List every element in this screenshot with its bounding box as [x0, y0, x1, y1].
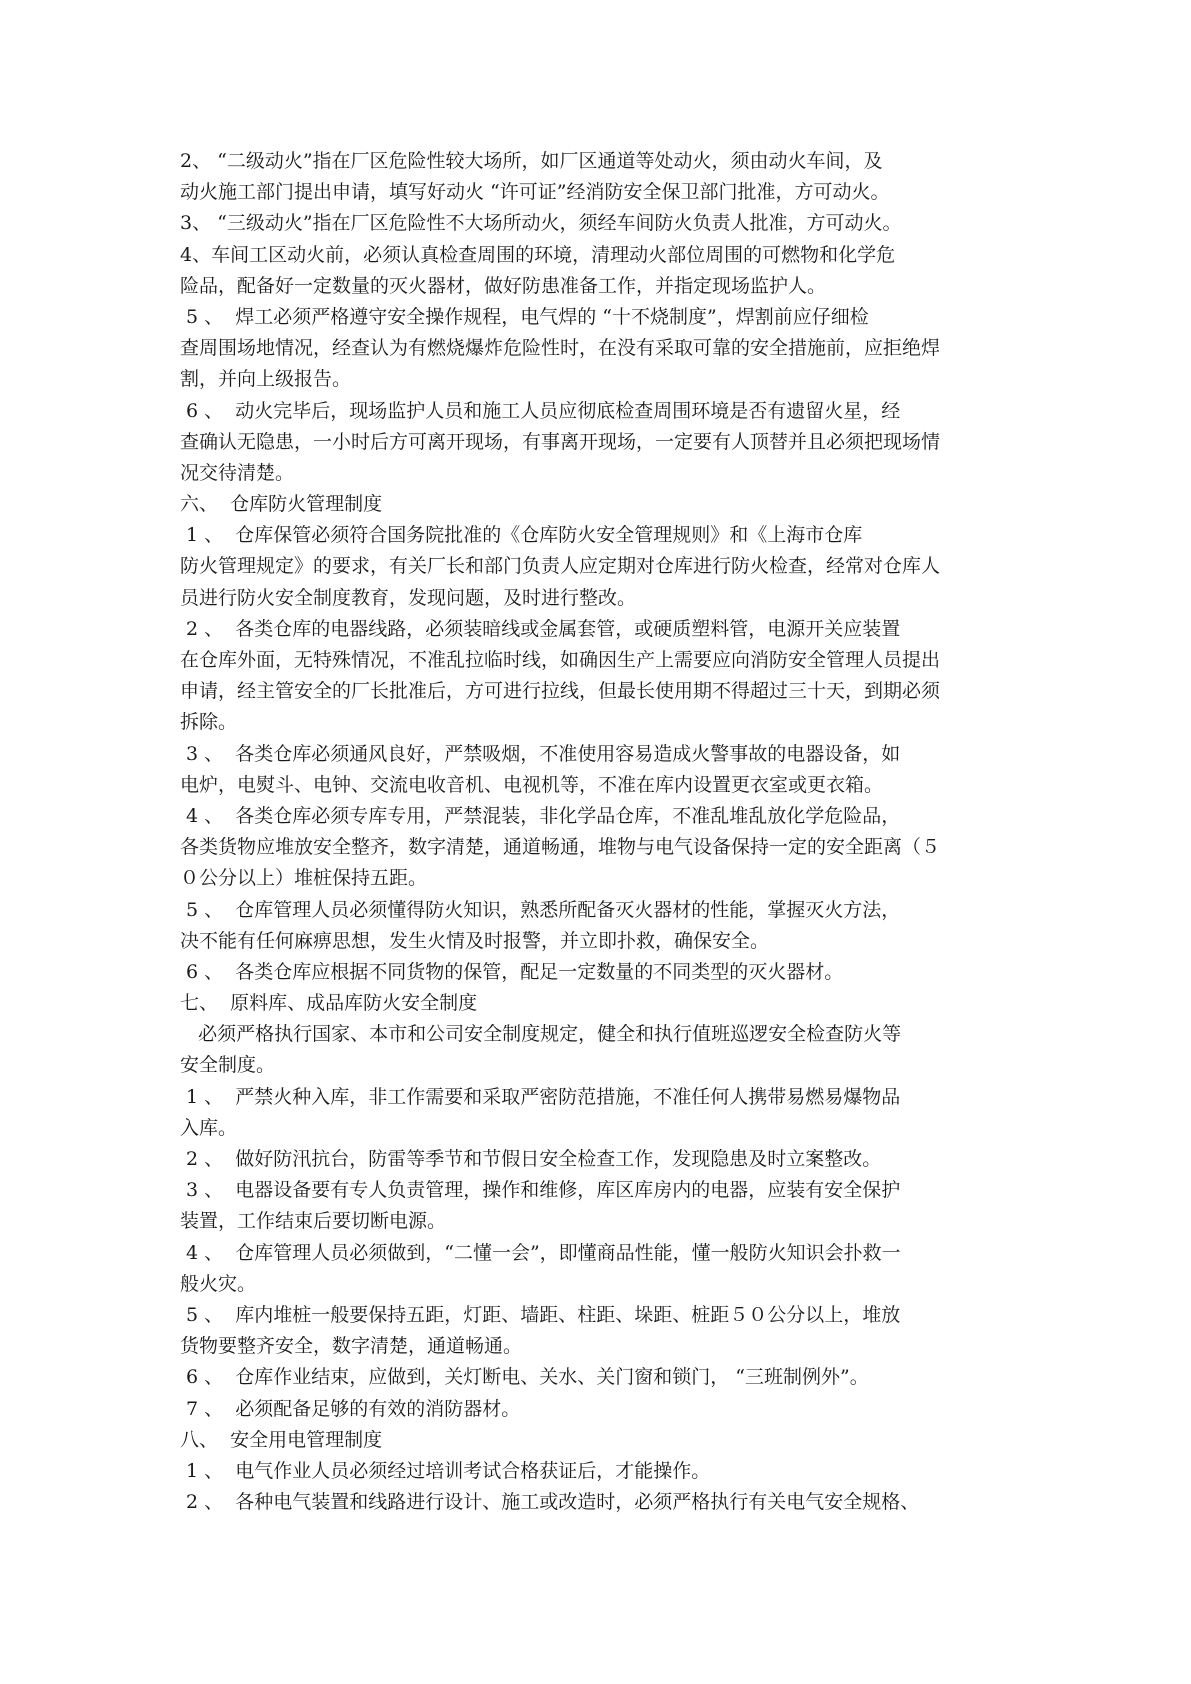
- text-line: 在仓库外面，无特殊情况，不准乱拉临时线，如确因生产上需要应向消防安全管理人员提出: [180, 649, 941, 671]
- text-line: 3 、 电器设备要有专人负责管理，操作和维修，库区库房内的电器，应装有安全保护: [180, 1179, 901, 1202]
- text-line: 3 、 各类仓库必须通风良好，严禁吸烟，不准使用容易造成火警事故的电器设备，如: [180, 742, 901, 765]
- text-line: 拆除。: [180, 711, 238, 734]
- text-line: 安全制度。: [180, 1054, 276, 1077]
- text-line: 防火管理规定》的要求，有关厂长和部门负责人应定期对仓库进行防火检查，经常对仓库人: [180, 555, 941, 578]
- text-line: 动火施工部门提出申请，填写好动火 “许可证”经消防安全保卫部门批准，方可动火。: [180, 181, 890, 204]
- text-line: 2 、 做好防汛抗台，防雷等季节和节假日安全检查工作，发现隐患及时立案整改。: [180, 1148, 882, 1170]
- text-line: ０公分以上）堆桩保持五距。: [180, 867, 428, 890]
- text-line: 员进行防火安全制度教育，发现问题，及时进行整改。: [180, 586, 637, 609]
- text-line: 装置，工作结束后要切断电源。: [180, 1210, 447, 1233]
- text-line: 查确认无隐患，一小时后方可离开现场，有事离开现场，一定要有人顶替并且必须把现场情: [180, 430, 941, 453]
- text-line: 货物要整齐安全，数字清楚，通道畅通。: [180, 1335, 523, 1358]
- text-line: 各类货物应堆放安全整齐，数字清楚，通道畅通，堆物与电气设备保持一定的安全距离（５: [180, 836, 941, 859]
- text-line: 割，并向上级报告。: [180, 368, 352, 391]
- text-line: 必须严格执行国家、本市和公司安全制度规定，健全和执行值班巡逻安全检查防火等: [180, 1023, 902, 1046]
- document-body: [180, 146, 1020, 1518]
- text-line: 5 、 焊工必须严格遵守安全操作规程，电气焊的 “十不烧制度”，焊割前应仔细检: [180, 305, 869, 328]
- text-line: 6 、 各类仓库应根据不同货物的保管，配足一定数量的不同类型的灭火器材。: [180, 960, 844, 983]
- text-line: 1 、 仓库保管必须符合国务院批准的《仓库防火安全管理规则》和《上海市仓库: [180, 524, 863, 547]
- text-line: 4 、 各类仓库必须专库专用，严禁混装，非化学品仓库，不准乱堆乱放化学危险品，: [180, 804, 901, 827]
- text-line: 2 、 各种电气装置和线路进行设计、施工或改造时，必须严格执行有关电气安全规格、: [180, 1491, 920, 1514]
- text-line: 1 、 严禁火种入库，非工作需要和采取严密防范措施，不准任何人携带易燃易爆物品: [180, 1085, 901, 1108]
- text-line: 查周围场地情况，经查认为有燃烧爆炸危险性时，在没有采取可靠的安全措施前，应拒绝焊: [180, 337, 941, 360]
- text-line: 5 、 库内堆桩一般要保持五距，灯距、墙距、柱距、垛距、桩距５０公分以上，堆放: [180, 1303, 901, 1326]
- text-line: 电炉，电熨斗、电钟、交流电收音机、电视机等，不准在库内设置更衣室或更衣箱。: [180, 773, 884, 796]
- text-line: 4 、 仓库管理人员必须做到，“二懂一会”，即懂商品性能，懂一般防火知识会扑救一: [180, 1241, 901, 1264]
- text-line: 申请，经主管安全的厂长批准后，方可进行拉线，但最长使用期不得超过三十天，到期必须: [180, 680, 941, 703]
- text-line: 5 、 仓库管理人员必须懂得防火知识，熟悉所配备灭火器材的性能，掌握灭火方法，: [180, 898, 901, 921]
- text-line: 七、 原料库、成品库防火安全制度: [180, 992, 478, 1015]
- text-line: 2、 “二级动火”指在厂区危险性较大场所，如厂区通道等处动火，须由动火车间，及: [180, 150, 883, 172]
- text-line: 险品，配备好一定数量的灭火器材，做好防患准备工作，并指定现场监护人。: [180, 274, 827, 297]
- text-line: 般火灾。: [180, 1272, 257, 1295]
- text-line: 六、 仓库防火管理制度: [180, 493, 383, 516]
- text-line: 2 、 各类仓库的电器线路，必须装暗线或金属套管，或硬质塑料管，电源开关应装置: [180, 617, 901, 640]
- text-line: 6 、 仓库作业结束，应做到，关灯断电、关水、关门窗和锁门， “三班制例外”。: [180, 1366, 869, 1389]
- text-line: 八、 安全用电管理制度: [180, 1428, 383, 1451]
- text-line: 6 、 动火完毕后，现场监护人员和施工人员应彻底检查周围环境是否有遗留火星，经: [180, 399, 901, 422]
- text-line: 1 、 电气作业人员必须经过培训考试合格获证后，才能操作。: [180, 1459, 711, 1482]
- text-line: 决不能有任何麻痹思想，发生火情及时报警，并立即扑救，确保安全。: [180, 929, 770, 952]
- text-line: 4、车间工区动火前，必须认真检查周围的环境，清理动火部位周围的可燃物和化学危: [180, 243, 896, 266]
- text-line: 入库。: [180, 1116, 238, 1139]
- text-line: 7 、 必须配备足够的有效的消防器材。: [180, 1397, 521, 1420]
- text-line: 3、 “三级动火”指在厂区危险性不大场所动火，须经车间防火负责人批准，方可动火。: [180, 212, 902, 235]
- text-line: 况交待清楚。: [180, 461, 295, 484]
